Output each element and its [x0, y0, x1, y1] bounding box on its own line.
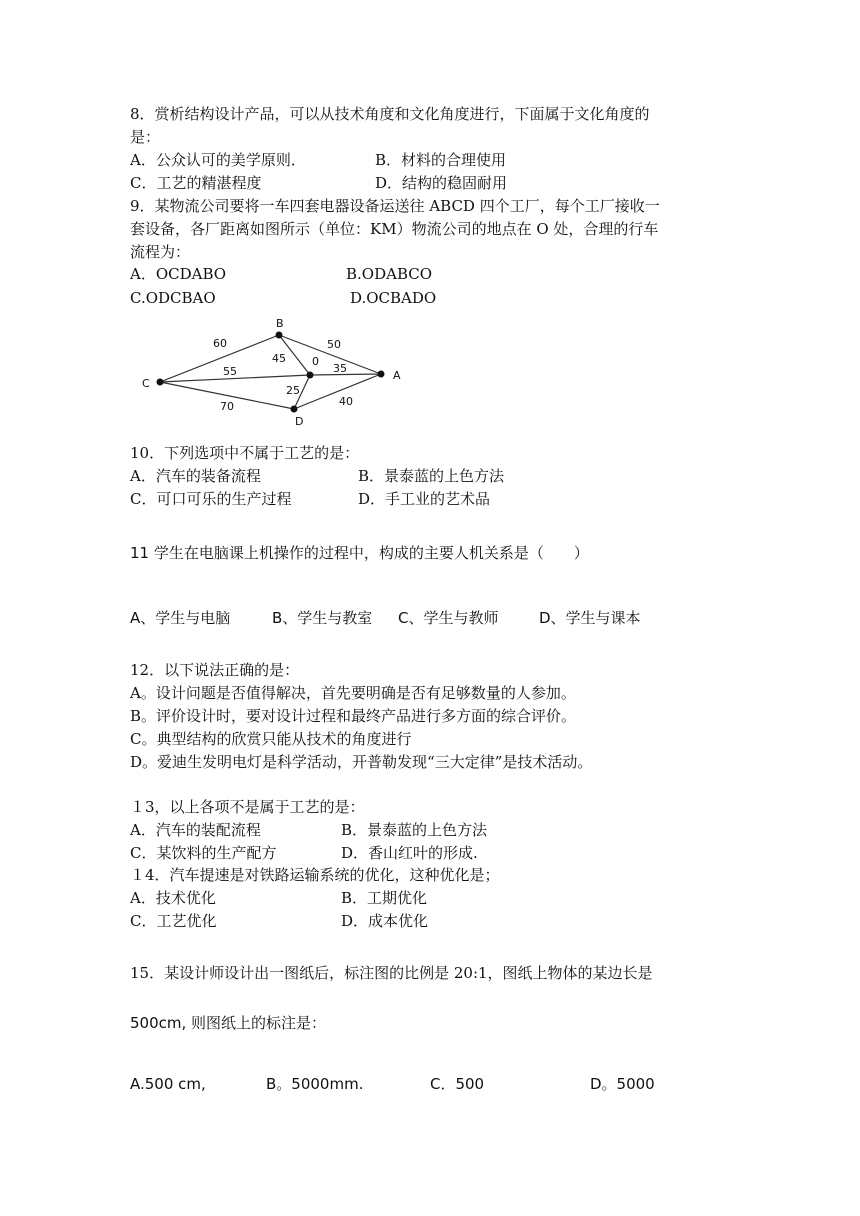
- q15-stem-line2: 500cm, 则图纸上的标注是：: [130, 1014, 327, 1032]
- edge-label-o-d: 25: [286, 384, 300, 397]
- q8-stem-line2: 是：: [130, 128, 161, 146]
- q8-option-b: B．材料的合理使用: [375, 151, 507, 169]
- q12-option-a: A。设计问题是否值得解决，首先要明确是否有足够数量的人参加。: [130, 684, 576, 702]
- q8-option-d: D．结构的稳固耐用: [375, 174, 508, 192]
- node-label-o: 0: [312, 355, 319, 368]
- node-label-c: C: [142, 377, 150, 390]
- q8-stem-line1: 8．赏析结构设计产品，可以从技术角度和文化角度进行，下面属于文化角度的: [130, 105, 650, 123]
- q12-option-d: D。爱迪生发明电灯是科学活动，开普勒发现“三大定律”是技术活动。: [130, 753, 593, 771]
- node-c-dot: [157, 379, 164, 386]
- q9-stem-line2: 套设备，各厂距离如图所示（单位：KM）物流公司的地点在 O 处，合理的行车: [130, 220, 659, 238]
- q14-stem: １4．汽车提速是对铁路运输系统的优化，这种优化是；: [130, 866, 500, 884]
- node-d-dot: [291, 406, 298, 413]
- q15-option-c: C．500: [430, 1075, 485, 1093]
- q11-stem: 11 学生在电脑课上机操作的过程中，构成的主要人机关系是（ ）: [130, 544, 589, 562]
- q12-option-c: C。典型结构的欣赏只能从技术的角度进行: [130, 730, 412, 748]
- node-label-d: D: [295, 415, 304, 428]
- q9-option-a: A．OCDABO: [130, 265, 227, 283]
- edge-label-d-a: 40: [339, 395, 353, 408]
- q12-option-b: B。评价设计时，要对设计过程和最终产品进行多方面的综合评价。: [130, 707, 577, 725]
- q9-option-b: B.ODABCO: [346, 265, 433, 283]
- q9-stem-line3: 流程为：: [130, 243, 191, 261]
- node-label-a: A: [393, 369, 401, 382]
- q9-option-c: C.ODCBAO: [130, 289, 216, 307]
- q9-stem-line1: 9．某物流公司要将一车四套电器设备运送往 ABCD 四个工厂，每个工厂接收一: [130, 197, 660, 215]
- q11-option-c: C、学生与教师: [398, 609, 499, 627]
- q11-option-a: A、学生与电脑: [130, 609, 231, 627]
- q13-option-d: D．香山红叶的形成.: [341, 844, 478, 862]
- q14-option-b: B．工期优化: [341, 889, 428, 907]
- edge-label-c-o: 55: [223, 365, 237, 378]
- q10-stem: 10．下列选项中不属于工艺的是：: [130, 444, 360, 462]
- q10-option-c: C．可口可乐的生产过程: [130, 490, 292, 508]
- q11-option-b: B、学生与教室: [272, 609, 373, 627]
- q10-option-a: A．汽车的装备流程: [130, 467, 261, 485]
- q11-option-d: D、学生与课本: [539, 609, 641, 627]
- edge-label-b-a: 50: [327, 338, 341, 351]
- q15-option-d: D。5000: [590, 1075, 655, 1093]
- q8-option-a: A．公众认可的美学原则．: [130, 151, 306, 169]
- q13-option-b: B．景泰蓝的上色方法: [341, 821, 488, 839]
- node-o-dot: [307, 372, 314, 379]
- q12-stem: 12．以下说法正确的是：: [130, 661, 300, 679]
- edge-label-c-b: 60: [213, 337, 227, 350]
- q13-option-a: A．汽车的装配流程: [130, 821, 261, 839]
- q14-option-c: C．工艺优化: [130, 912, 217, 930]
- node-b-dot: [276, 332, 283, 339]
- q13-stem: １3，以上各项不是属于工艺的是：: [130, 798, 365, 816]
- q15-stem-line1: 15．某设计师设计出一图纸后，标注图的比例是 20:1，图纸上物体的某边长是: [130, 964, 653, 982]
- q15-option-a: A.500 cm,: [130, 1075, 206, 1093]
- edge-d-a: [294, 374, 381, 409]
- edge-label-o-a: 35: [333, 362, 347, 375]
- q14-option-a: A．技术优化: [130, 889, 216, 907]
- node-a-dot: [378, 371, 385, 378]
- edge-label-c-d: 70: [220, 400, 234, 413]
- q10-option-d: D．手工业的艺术品: [358, 490, 491, 508]
- q8-option-c: C．工艺的精湛程度: [130, 174, 262, 192]
- edge-label-b-o: 45: [272, 352, 286, 365]
- node-label-b: B: [276, 317, 284, 330]
- q13-option-c: C．某饮料的生产配方: [130, 844, 277, 862]
- q9-option-d: D.OCBADO: [350, 289, 437, 307]
- q15-option-b: B。5000mm.: [266, 1075, 364, 1093]
- q10-option-b: B．景泰蓝的上色方法: [358, 467, 505, 485]
- q14-option-d: D．成本优化: [341, 912, 429, 930]
